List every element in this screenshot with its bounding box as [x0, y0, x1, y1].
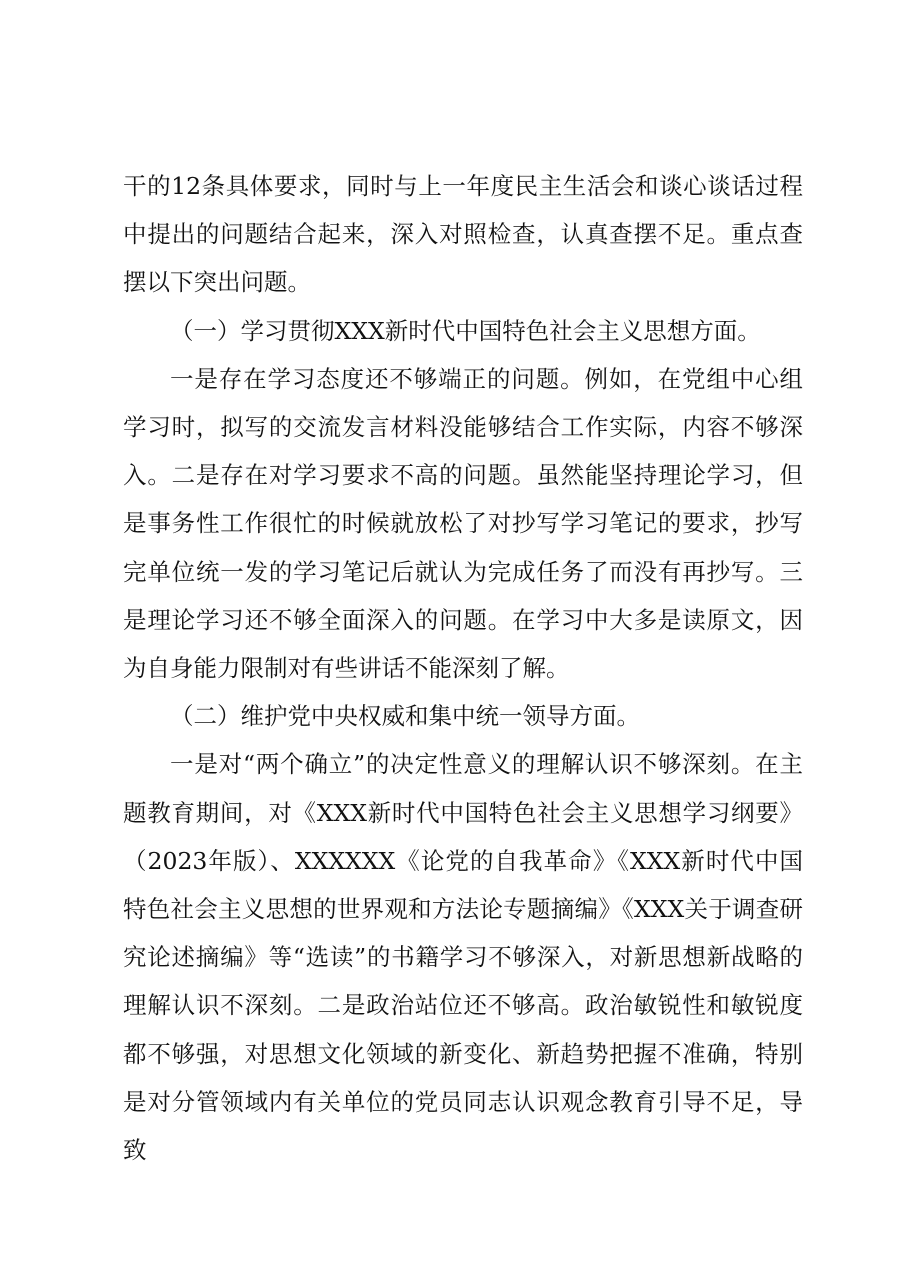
- document-body: [123, 162, 803, 1174]
- section-heading-1: （一）学习贯彻XXX新时代中国特色社会主义思想方面。: [170, 316, 761, 345]
- paragraph-section-1: 一是存在学习态度还不够端正的问题。例如，在党组中心组学习时，拟写的交流发言材料没能够结合工作实际，内容不够深入。二是存在对学习要求不高的问题。虽然能坚持理论学习，但是事务性工作很忙的时候就放松了对抄写学习笔记的要求，抄写完单位统一发的学习笔记后就认为完成任务了而没有再抄写。三是理论学习还不够全面深入的问题。在学习中大多是读原文，因为自身能力限制对有些讲话不能深刻了解。: [123, 364, 803, 683]
- paragraph-section-2: 一是对“两个确立”的决定性意义的理解认识不够深刻。在主题教育期间，对《XXX新时代中国特色社会主义思想学习纲要》（2023年版）、XXXXXX《论党的自我革命》《XXX新时代中国特色社会主义思想的世界观和方法论专题摘编》《XXX关于调查研究论述摘编》等“选读”的书籍学习不够深入，对新思想新战略的理解认识不深刻。二是政治站位还不够高。政治敏锐性和敏锐度都不够强，对思想文化领域的新变化、新趋势把握不准确，特别是对分管领域内有关单位的党员同志认识观念教育引导不足，导致: [123, 750, 803, 1165]
- paragraph-intro: 干的12条具体要求，同时与上一年度民主生活会和谈心谈话过程中提出的问题结合起来，深入对照检查，认真查摆不足。重点查摆以下突出问题。: [123, 172, 803, 297]
- section-heading-2: （二）维护党中央权威和集中统一领导方面。: [170, 702, 640, 731]
